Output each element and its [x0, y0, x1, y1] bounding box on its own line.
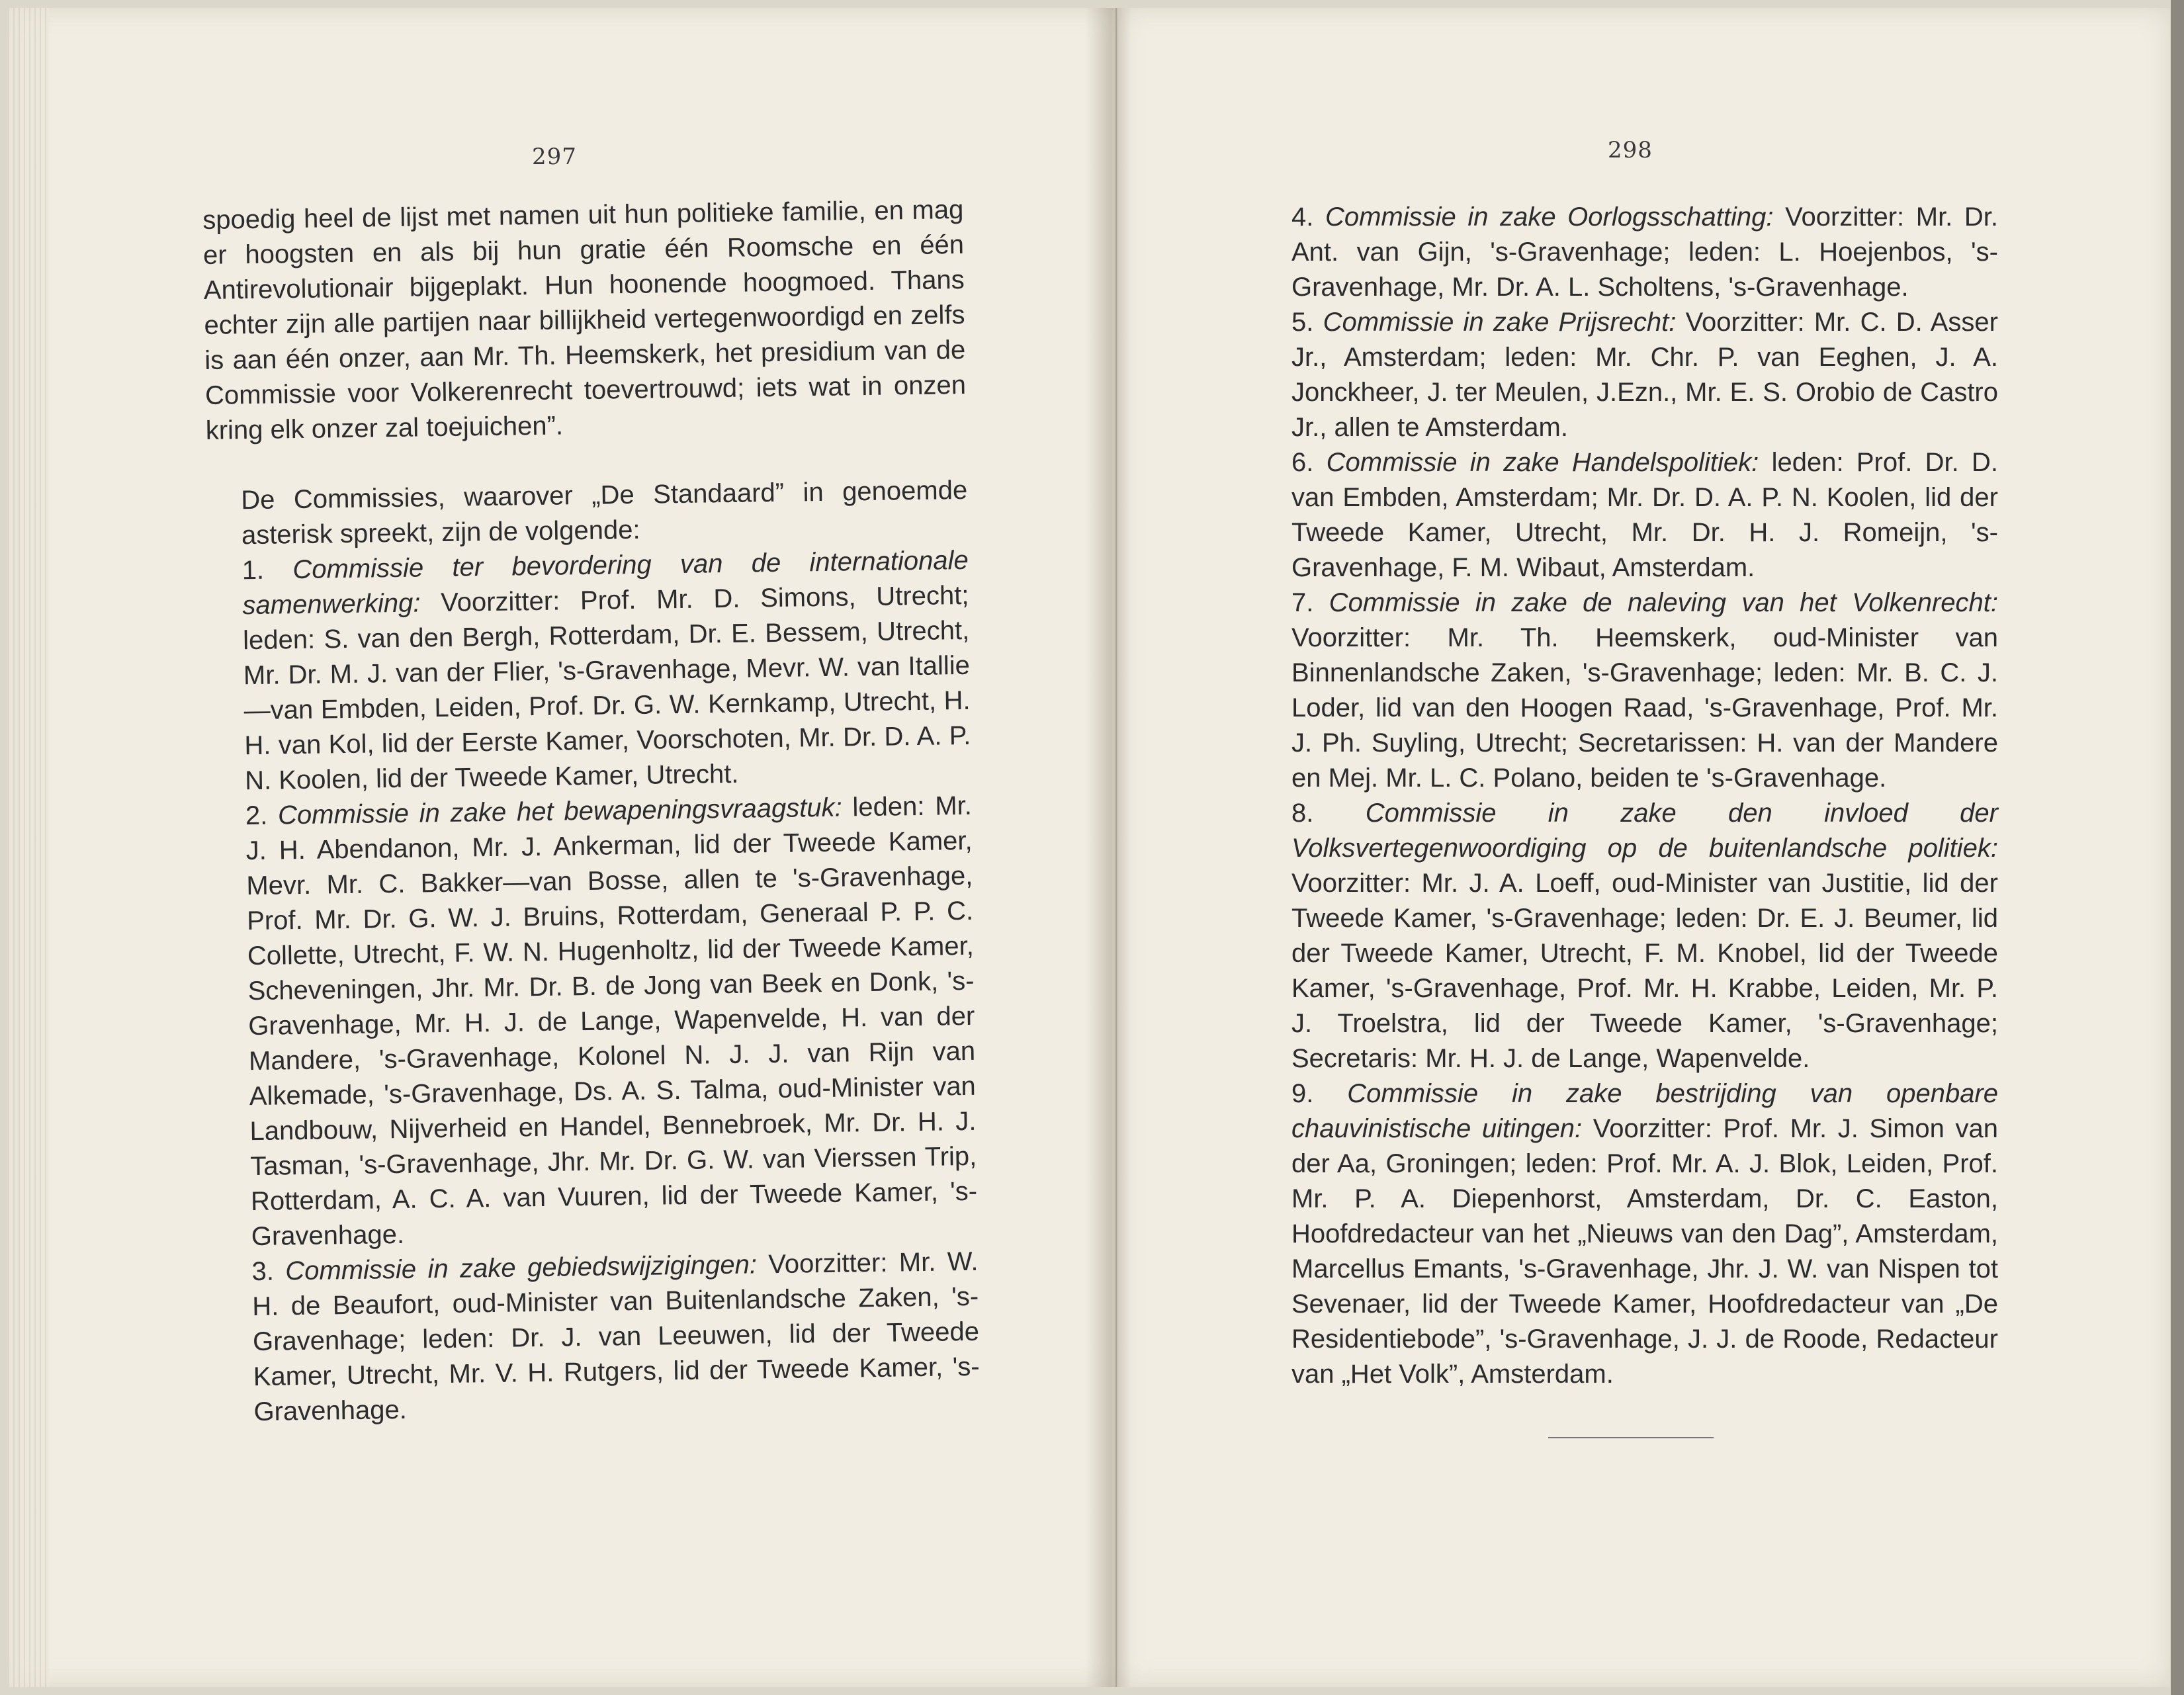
item-body: Voorzitter: Prof. Mr. J. Simon van der Aa, Groningen; leden: Prof. Mr. A. J. Blok, Leiden, Prof. Mr. P. A. Diepenhorst, Amsterdam, Dr. C. Easton, Hoofdredacteur van het „Nieuws van den Dag”, Amsterdam, Marcellus Emants, 's-Gravenhage, Jhr. J. W. van Nispen tot Sevenaer, lid der Tweede Kamer, Hoofdredacteur van „De Residentiebode”, 's-Gravenhage, J. J. de Roode, Redacteur van „Het Volk”, Amsterdam.	[1291, 1114, 1999, 1389]
left-page	[9, 8, 1117, 1687]
item-number: 3.	[251, 1256, 275, 1287]
list-item	[1257, 586, 1998, 796]
item-title: Commissie in zake den invloed der Volksvertegenwoordiging op de buitenlandsche politiek:	[1291, 799, 1998, 863]
item-number: 2.	[245, 801, 268, 831]
paragraph: spoedig heel de lijst met namen uit hun politieke familie, en mag er hoogsten en als bij hun gratie één Roomsche en één Antirevolutionair bijgeplakt. Hun hoonende hoogmoed. Thans echter zijn alle partijen naar billijkheid vertegenwoordigd en zelfs is aan één onzer, aan Mr. Th. Heemskerk, het presidium van de Commissie voor Volkerenrecht toevertrouwd; iets wat in onzen kring elk onzer zal toejuichen”.	[202, 195, 967, 445]
right-page-text	[1257, 200, 1998, 1392]
item-title: Commissie in zake Handelspolitiek:	[1326, 448, 1759, 477]
item-title: Commissie in zake Prijsrecht:	[1323, 308, 1677, 337]
page-edges	[9, 8, 49, 1687]
list-item	[211, 789, 979, 1255]
item-body: Voorzitter: Mr. W. H. de Beaufort, oud-Minister van Buitenlandsche Zaken, 's-Gravenhage; leden: Dr. J. van Leeuwen, lid der Tweede Kamer, Utrecht, Mr. V. H. Rutgers, lid der Tweede Kamer, 's-Gravenhage.	[251, 1246, 980, 1427]
item-title: Commissie in zake Oorlogsschatting:	[1325, 202, 1774, 232]
item-body: Voorzitter: Mr. J. A. Loeff, oud-Minister van Justitie, lid der Tweede Kamer, 's-Gravenhage; leden: Dr. E. J. Beumer, lid der Tweede Kamer, Utrecht, F. M. Knobel, lid der Tweede Kamer, 's-Gravenhage, Prof. Mr. H. Krabbe, Leiden, Mr. P. J. Troelstra, lid der Tweede Kamer, 's-Gravenhage; Secretaris: Mr. H. J. de Lange, Wapenvelde.	[1291, 869, 1998, 1073]
end-rule-divider	[1548, 1437, 1714, 1438]
item-title: Commissie in zake het bewapeningsvraagstuk:	[277, 793, 842, 830]
list-item	[1257, 305, 1998, 445]
list-item	[1257, 1076, 1998, 1392]
item-body: leden: Prof. Dr. D. van Embden, Amsterdam; Mr. Dr. D. A. P. N. Koolen, lid der Tweede Kamer, Utrecht, Mr. Dr. H. J. Romeijn, 's-Gravenhage, F. M. Wibaut, Amsterdam.	[1291, 448, 1998, 582]
item-number: 5.	[1291, 308, 1314, 337]
item-title: Commissie in zake de naleving van het Volkenrecht:	[1329, 588, 1998, 617]
item-number: 1.	[241, 555, 265, 586]
item-body: Voorzitter: Mr. C. D. Asser Jr., Amsterdam; leden: Mr. Chr. P. van Eeghen, J. A. Jonckheer, J. ter Meulen, J.Ezn., Mr. E. S. Orobio de Castro Jr., allen te Amsterdam.	[1291, 308, 1998, 442]
page-number: 298	[1608, 137, 1653, 163]
page-number: 297	[532, 144, 577, 170]
item-number: 8.	[1291, 799, 1314, 828]
paragraph: De Commissies, waarover „De Standaard” in genoemde asterisk spreekt, zijn de volgende:	[240, 475, 968, 550]
item-title: Commissie in zake gebiedswijzigingen:	[285, 1250, 758, 1286]
list-item	[1257, 200, 1998, 305]
book-gutter	[1085, 8, 1131, 1687]
item-title: Commissie in zake bestrijding van openbare chauvinistische uitingen:	[1291, 1079, 1999, 1143]
right-cover-edge	[2171, 0, 2184, 1695]
item-body: leden: Mr. J. H. Abendanon, Mr. J. Ankerman, lid der Tweede Kamer, Mevr. Mr. C. Bakker—van Bosse, allen te 's-Gravenhage, Prof. Mr. Dr. G. W. J. Bruins, Rotterdam, Generaal P. P. C. Collette, Utrecht, F. W. N. Hugenholtz, lid der Tweede Kamer, Scheveningen, Jhr. Mr. Dr. B. de Jong van Beek en Donk, 's-Gravenhage, Mr. H. J. de Lange, Wapenvelde, H. van der Mandere, 's-Gravenhage, Kolonel N. J. J. van Rijn van Alkemade, 's-Gravenhage, Ds. A. S. Talma, oud-Minister van Landbouw, Nijverheid en Handel, Bennebroek, Mr. Dr. H. J. Tasman, 's-Gravenhage, Jhr. Mr. Dr. G. W. van Vierssen Trip, Rotterdam, A. C. A. van Vuuren, lid der Tweede Kamer, 's-Gravenhage.	[245, 791, 978, 1252]
list-item	[207, 543, 971, 799]
right-page	[1118, 8, 2170, 1687]
item-number: 6.	[1291, 448, 1314, 477]
item-body: Voorzitter: Prof. Mr. D. Simons, Utrecht; leden: S. van den Bergh, Rotterdam, Dr. E. Bessem, Utrecht, Mr. Dr. M. J. van der Flier, 's-Gravenhage, Mevr. W. van Itallie—van Embden, Leiden, Prof. Dr. G. W. Kernkamp, Utrecht, H. H. van Kol, lid der Eerste Kamer, Voorschoten, Mr. Dr. D. A. P. N. Koolen, lid der Tweede Kamer, Utrecht.	[242, 580, 971, 796]
item-title: Commissie ter bevordering van de internationale samenwerking:	[242, 545, 969, 621]
list-item	[1257, 445, 1998, 586]
item-number: 9.	[1291, 1079, 1314, 1108]
item-number: 4.	[1291, 202, 1314, 232]
left-page-text	[202, 193, 981, 1430]
item-body: Voorzitter: Mr. Th. Heemskerk, oud-Minister van Binnenlandsche Zaken, 's-Gravenhage; leden: Mr. B. C. J. Loder, lid van den Hoogen Raad, 's-Gravenhage, Prof. Mr. J. Ph. Suyling, Utrecht; Secretarissen: H. van der Mandere en Mej. Mr. L. C. Polano, beiden te 's-Gravenhage.	[1291, 623, 1998, 793]
list-item	[1257, 796, 1998, 1076]
list-item	[217, 1244, 981, 1430]
item-number: 7.	[1291, 588, 1314, 617]
item-body: Voorzitter: Mr. Dr. Ant. van Gijn, 's-Gravenhage; leden: L. Hoejenbos, 's-Gravenhage, Mr. Dr. A. L. Scholtens, 's-Gravenhage.	[1291, 202, 1999, 302]
